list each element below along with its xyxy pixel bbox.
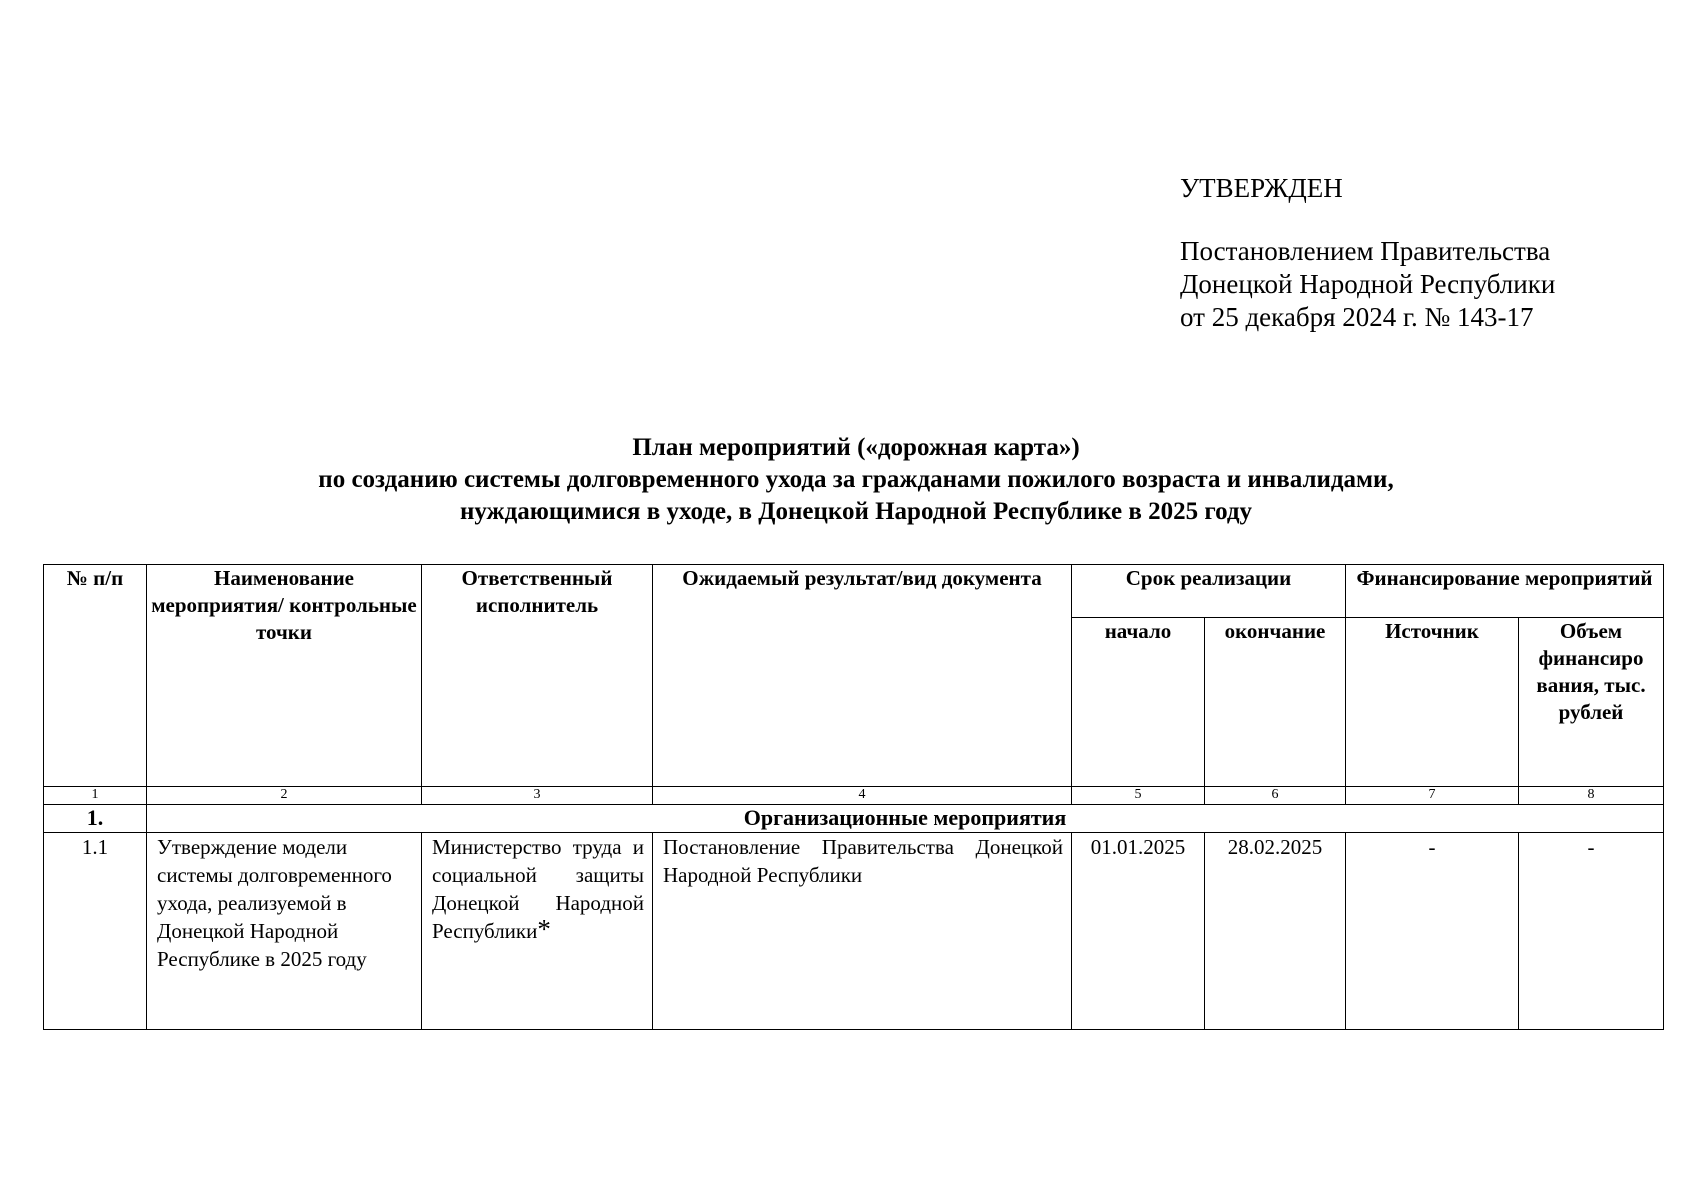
row-source: - [1346,833,1519,1030]
row-responsible-cell [422,833,653,1030]
row-end: 28.02.2025 [1205,833,1346,1030]
header-name: Наименование мероприятия/ контрольные точки [147,565,422,787]
document-title [0,432,1697,528]
header-row [44,565,1664,618]
approval-line-1: Постановлением Правительства [1180,236,1551,266]
header-num: № п/п [44,565,147,787]
header-end: окончание [1205,618,1346,787]
section-number: 1. [44,805,147,833]
section-row [44,805,1664,833]
title-line-3: нуждающимися в уходе, в Донецкой Народной Республике в 2025 году [459,498,1253,525]
column-number: 2 [147,787,422,805]
column-number: 7 [1346,787,1519,805]
table-row [44,833,1664,1030]
column-number: 1 [44,787,147,805]
column-number: 3 [422,787,653,805]
column-number: 8 [1519,787,1664,805]
column-number: 4 [653,787,1072,805]
header-volume: Объем финансиро вания, тыс. рублей [1519,618,1664,787]
header-period: Срок реализации [1072,565,1346,618]
row-responsible: Министерство труда и социальной защиты Донецкой Народной Республики [432,835,644,943]
header-start: начало [1072,618,1205,787]
column-number: 5 [1072,787,1205,805]
header-result: Ожидаемый результат/вид документа [653,565,1072,787]
row-num: 1.1 [44,833,147,1030]
column-number: 6 [1205,787,1346,805]
title-line-1: План мероприятий («дорожная карта») [632,434,1080,461]
approval-line-2: Донецкой Народной Республики [1180,269,1556,299]
header-source: Источник [1346,618,1519,787]
footnote-mark: * [537,914,551,944]
row-name: Утверждение модели системы долговременного ухода, реализуемой в Донецкой Народной Республике в 2025 году [147,833,422,1030]
approval-block [1180,172,1555,334]
column-numbers-row [44,787,1664,805]
row-start: 01.01.2025 [1072,833,1205,1030]
title-line-2: по созданию системы долговременного ухода за гражданами пожилого возраста и инвалидами, [318,466,1394,493]
roadmap-table [43,564,1664,1030]
header-financing: Финансирование мероприятий [1346,565,1664,618]
approval-heading: УТВЕРЖДЕН [1180,173,1343,203]
approval-line-3: от 25 декабря 2024 г. № 143-17 [1180,302,1534,332]
row-volume: - [1519,833,1664,1030]
row-result: Постановление Правительства Донецкой Народной Республики [653,833,1072,1030]
section-title: Организационные мероприятия [147,805,1664,833]
header-responsible: Ответственный исполнитель [422,565,653,787]
